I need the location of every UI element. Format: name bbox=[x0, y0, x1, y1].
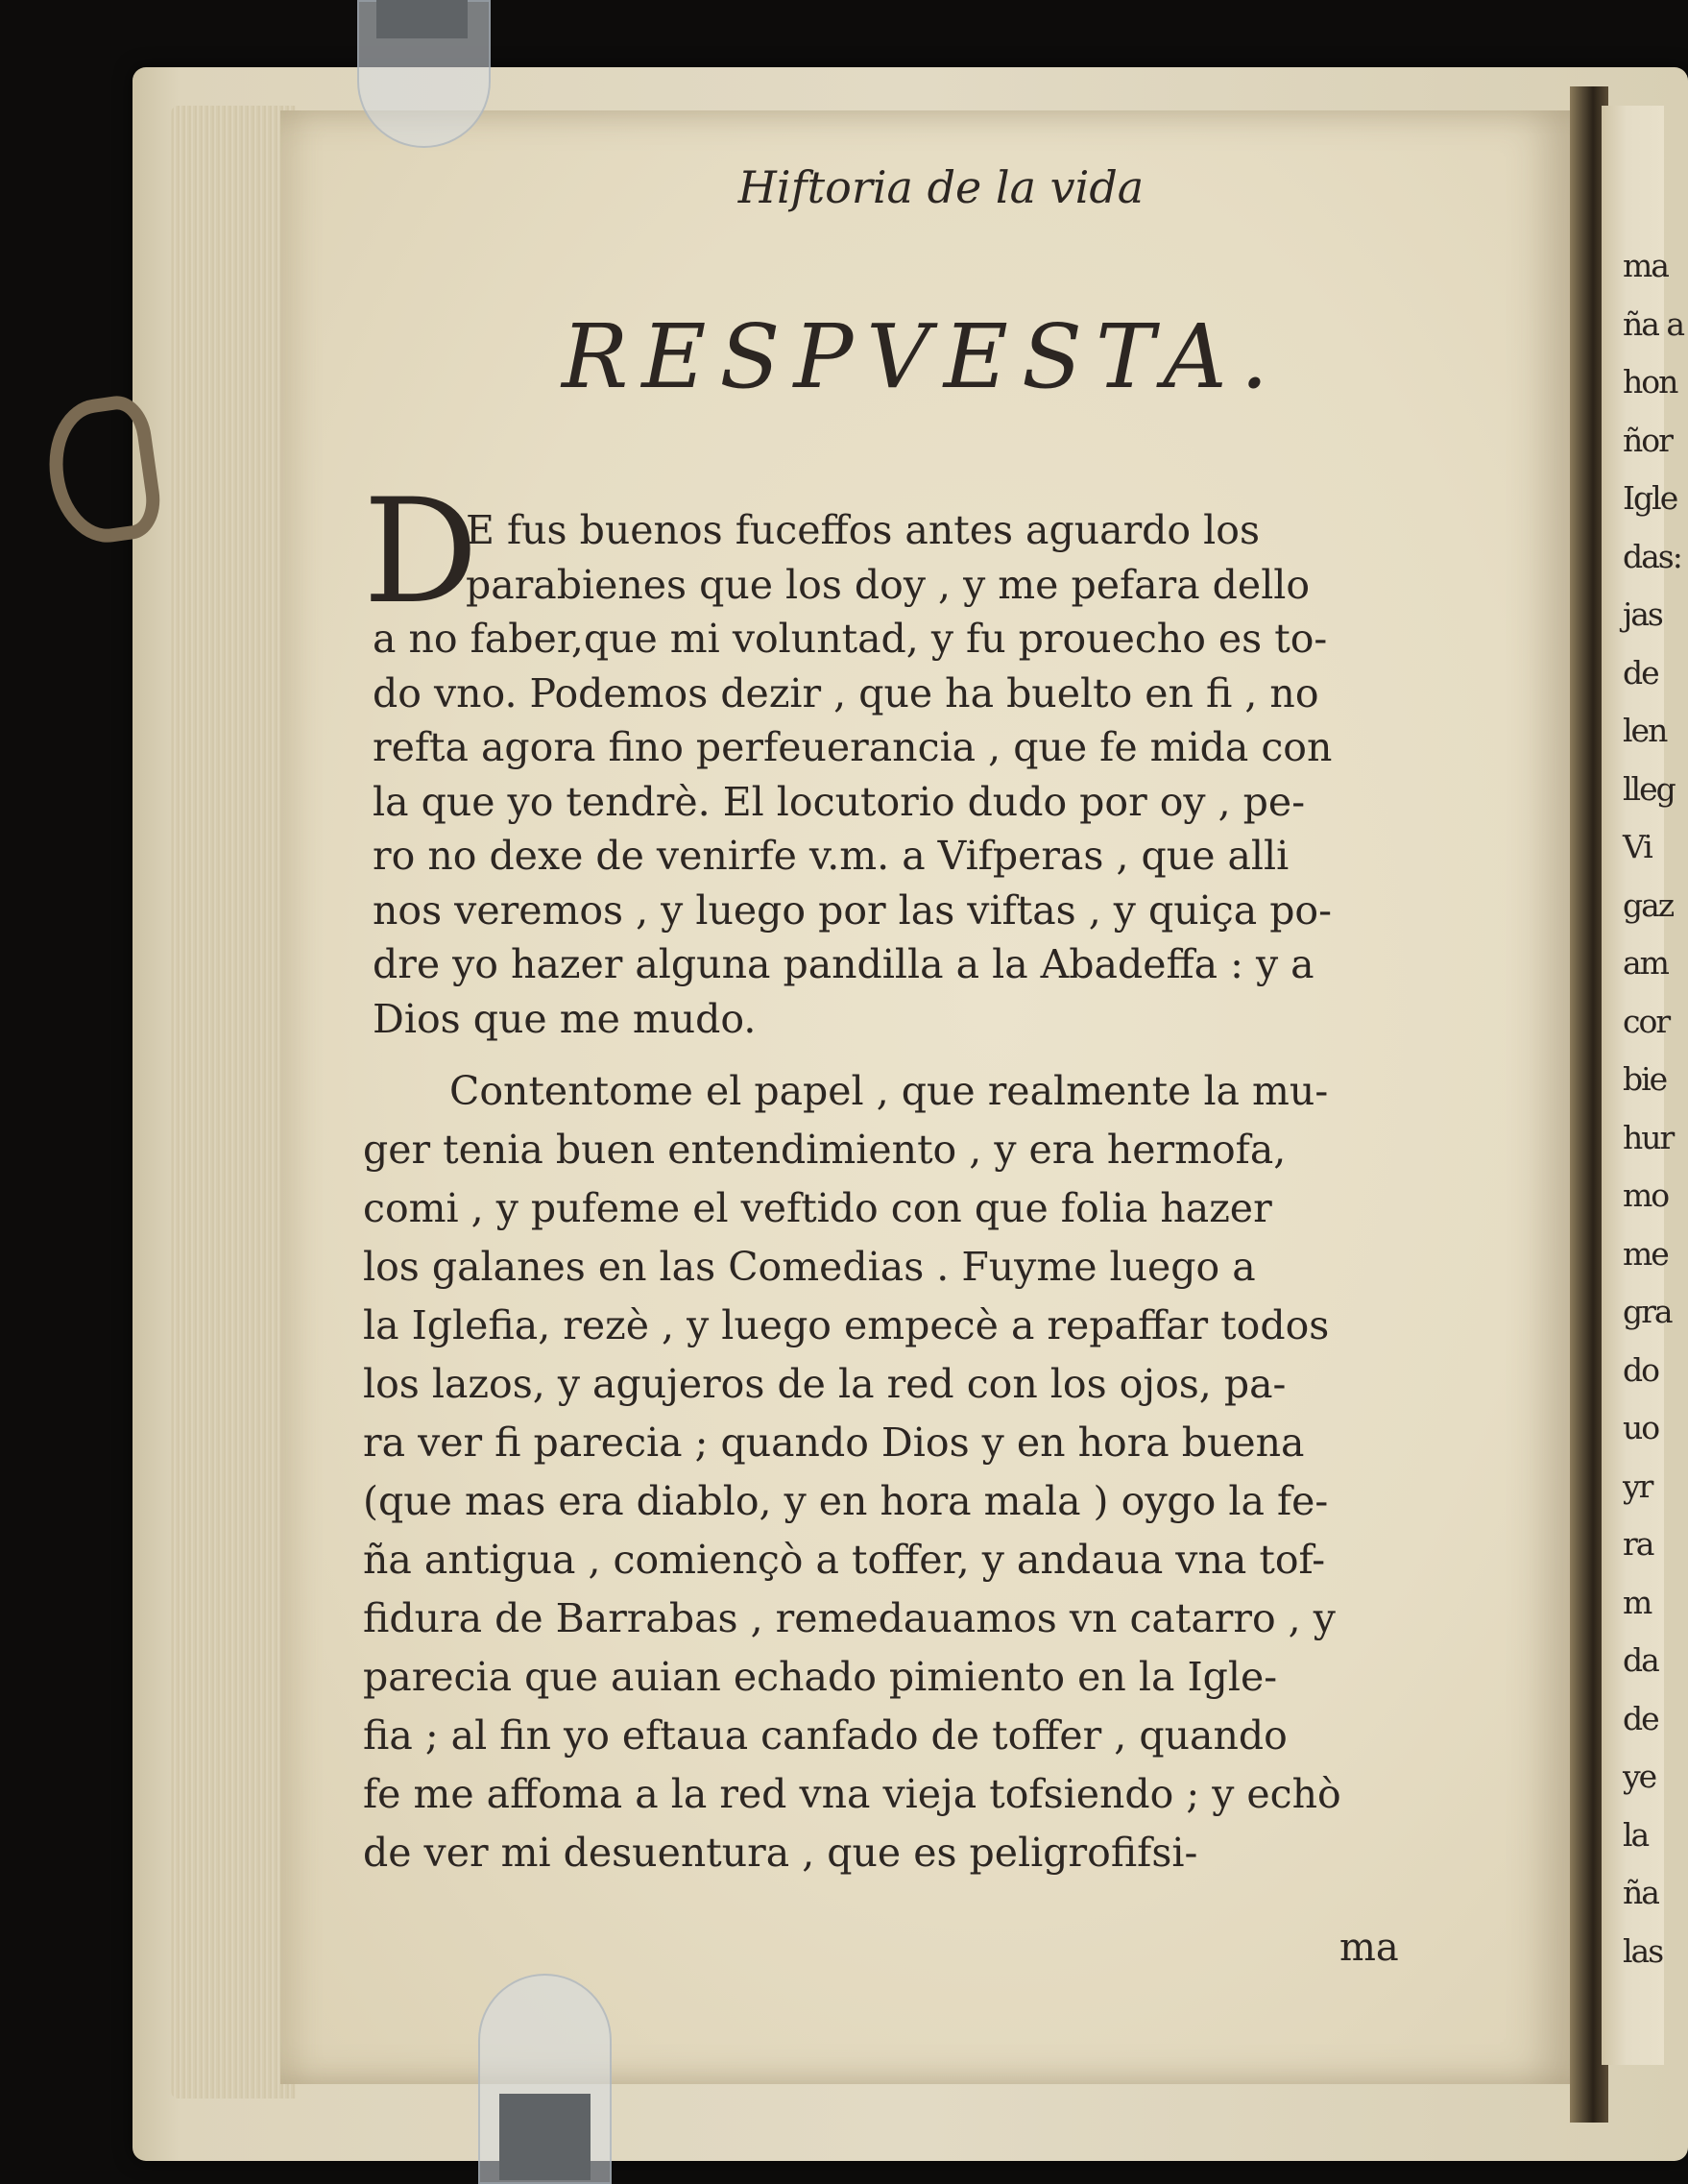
text-line: a no faber,que mi voluntad, y fu prouecho es to- bbox=[373, 616, 1328, 662]
facing-text-fragment: ra bbox=[1623, 1525, 1653, 1563]
facing-text-fragment: bie bbox=[1623, 1060, 1667, 1098]
facing-text-fragment: las bbox=[1623, 1931, 1663, 1970]
facing-text-fragment: de bbox=[1623, 653, 1658, 692]
facing-text-fragment: me bbox=[1623, 1234, 1668, 1273]
text-line: refta agora fino perfeuerancia , que fe mida con bbox=[373, 724, 1333, 770]
bottom-clip-strap bbox=[499, 2094, 591, 2180]
facing-text-fragment: uo bbox=[1623, 1409, 1659, 1446]
facing-text-fragment: da bbox=[1623, 1641, 1658, 1679]
facing-text-fragment: am bbox=[1623, 944, 1668, 982]
text-line: ro no dexe de venirfe v.m. a Vifperas , que alli bbox=[373, 833, 1290, 879]
facing-text-fragment: ña bbox=[1623, 1874, 1658, 1911]
facing-text-fragment: gaz bbox=[1623, 886, 1674, 924]
text-line: parecia que auian echado pimiento en la Igle- bbox=[363, 1654, 1278, 1700]
text-line: parabienes que los doy , y me pefara dello bbox=[466, 561, 1311, 608]
facing-text-fragment: ye bbox=[1623, 1758, 1656, 1795]
facing-text-fragment: do bbox=[1623, 1350, 1658, 1389]
facing-text-fragment: Igle bbox=[1623, 479, 1677, 517]
facing-text-fragment: jas bbox=[1623, 595, 1662, 633]
text-line: fidura de Barrabas , remedauamos vn catarro , y bbox=[363, 1595, 1336, 1641]
facing-text-fragment: hur bbox=[1623, 1118, 1674, 1156]
facing-text-fragment: cor bbox=[1623, 1002, 1670, 1040]
facing-text-fragment: ma bbox=[1623, 247, 1668, 284]
drop-capital: D bbox=[363, 469, 479, 636]
facing-text-fragment: m bbox=[1623, 1583, 1652, 1621]
text-line: de ver mi desuentura , que es peligrofifsi- bbox=[363, 1830, 1198, 1876]
text-line: los galanes en las Comedias . Fuyme luego a bbox=[363, 1244, 1256, 1290]
text-line: Contentome el papel , que realmente la mu- bbox=[449, 1068, 1329, 1114]
text-line: comi , y pufeme el veftido con que folia hazer bbox=[363, 1185, 1272, 1231]
facing-text-fragment: hon bbox=[1623, 363, 1677, 400]
facing-text-fragment: yr bbox=[1623, 1467, 1652, 1505]
facing-text-fragment: ña a bbox=[1623, 304, 1684, 343]
facing-text-fragment: gra bbox=[1623, 1293, 1672, 1330]
facing-text-fragment: lleg bbox=[1623, 769, 1675, 808]
text-line: ña antigua , comiençò a toffer, y andaua vna tof- bbox=[363, 1537, 1326, 1583]
facing-text-fragment: la bbox=[1623, 1815, 1649, 1854]
page-edges bbox=[171, 106, 296, 2099]
text-line: E fus buenos fuceffos antes aguardo los bbox=[466, 507, 1260, 553]
text-line: Dios que me mudo. bbox=[373, 995, 757, 1042]
running-head: Hiftoria de la vida bbox=[737, 161, 1145, 213]
facing-text-fragment: Vi bbox=[1623, 828, 1652, 865]
facing-text-fragment: mo bbox=[1623, 1177, 1669, 1214]
page-title: RESPVESTA. bbox=[562, 305, 1282, 408]
facing-page bbox=[1602, 106, 1684, 2065]
text-line: nos veremos , y luego por las viftas , y quiça po- bbox=[373, 886, 1332, 934]
top-clip-strap bbox=[376, 0, 468, 38]
facing-text-fragment: das: bbox=[1623, 537, 1681, 575]
text-line: (que mas era diablo, y en hora mala ) oygo la fe- bbox=[363, 1478, 1329, 1524]
catchword: ma bbox=[1339, 1926, 1399, 1970]
text-line: ra ver fi parecia ; quando Dios y en hora buena bbox=[363, 1420, 1305, 1466]
text-line: do vno. Podemos dezir , que ha buelto en fi , no bbox=[373, 669, 1319, 716]
text-line: la Iglefia, rezè , y luego empecè a repaffar todos bbox=[363, 1302, 1330, 1348]
facing-text-fragment: de bbox=[1623, 1699, 1658, 1737]
text-line: los lazos, y agujeros de la red con los ojos, pa- bbox=[363, 1361, 1287, 1407]
facing-text-fragment: ñor bbox=[1623, 421, 1672, 459]
text-line: fia ; al fin yo eftaua canfado de toffer , quando bbox=[363, 1712, 1288, 1759]
text-line: fe me affoma a la red vna vieja tofsiendo ; y echò bbox=[363, 1771, 1341, 1817]
facing-text-fragment: len bbox=[1623, 712, 1667, 749]
text-line: la que yo tendrè. El locutorio dudo por oy , pe- bbox=[373, 778, 1306, 825]
text-line: ger tenia buen entendimiento , y era hermofa, bbox=[363, 1127, 1287, 1173]
text-line: dre yo hazer alguna pandilla a la Abadeffa : y a bbox=[373, 941, 1314, 987]
